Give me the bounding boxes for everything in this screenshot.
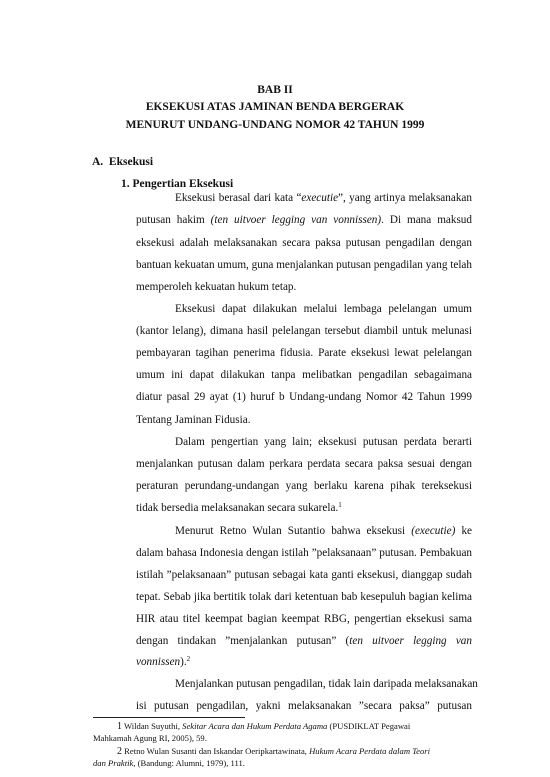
paragraph-4-line-6: dengan tindakan ”menjalankan putusan” (ten uitvoer legging van bbox=[136, 635, 472, 647]
chapter-title-line-1: EKSEKUSI ATAS JAMINAN BENDA BERGERAK bbox=[145, 101, 405, 113]
paragraph-3-line-4: tidak bersedia melaksanakan secara sukarela.$^1$ bbox=[136, 501, 342, 514]
paragraph-5-line-1: Menjalankan putusan pengadilan, tidak lain daripada melaksanakan bbox=[175, 678, 478, 690]
subsection-heading-1: 1. Pengertian Eksekusi bbox=[121, 178, 234, 190]
paragraph-2-line-3: pembayaran tagihan penerima fidusia. Parate eksekusi lewat pelelangan bbox=[136, 347, 472, 359]
chapter-title-line-2: MENURUT UNDANG-UNDANG NOMOR 42 TAHUN 1999 bbox=[125, 119, 425, 131]
paragraph-4-line-2: dalam bahasa Indonesia dengan istilah ”pelaksanaan” putusan. Pembakuan bbox=[136, 547, 472, 559]
paragraph-4-line-7: vonnissen).$^2$ bbox=[136, 655, 191, 668]
paragraph-2-line-1: Eksekusi dapat dilakukan melalui lembaga pelelangan umum bbox=[175, 303, 472, 315]
paragraph-2-line-5: diatur pasal 29 ayat (1) huruf b Undang-undang Nomor 42 Tahun 1999 bbox=[136, 391, 472, 403]
paragraph-2-line-2: (kantor lelang), dimana hasil pelelangan tersebut diambil untuk melunasi bbox=[136, 325, 472, 337]
footnote-1-line-1: 1 Wildan Suyuthi, Sekitar Acara dan Hukum Perdata Agama (PUSDIKLAT Pegawai bbox=[117, 721, 411, 732]
footnote-2-line-1: 2 Retno Wulan Susanti dan Iskandar Oeripkartawinata, Hukum Acara Perdata dalam Teori bbox=[117, 746, 431, 757]
footnote-separator bbox=[93, 717, 245, 718]
paragraph-4-line-5: HIR atau titel keempat bagian keempat RBG, pengertian eksekusi sama bbox=[136, 613, 472, 625]
paragraph-2-line-6: Tentang Jaminan Fidusia. bbox=[136, 414, 251, 426]
section-heading-a: A. Eksekusi bbox=[92, 156, 154, 168]
paragraph-1-line-5: memperoleh kekuatan hukum tetap. bbox=[136, 281, 297, 293]
paragraph-3-line-1: Dalam pengertian yang lain; eksekusi putusan perdata berarti bbox=[175, 436, 472, 448]
paragraph-3-line-3: peraturan perundang-undangan yang berlaku karena pihak tereksekusi bbox=[136, 480, 472, 492]
paragraph-5-line-2: isi putusan pengadilan, yakni melaksanakan ”secara paksa” putusan bbox=[136, 700, 472, 712]
paragraph-2-line-4: umum ini dapat dilakukan tanpa melibatkan pengadilan sebagaimana bbox=[136, 369, 472, 381]
paragraph-4-line-4: tepat. Sebab jika bertitik tolak dari ketentuan bab kesepuluh bagian kelima bbox=[136, 591, 472, 603]
paragraph-1-line-2: putusan hakim (ten uitvoer legging van vonnissen). Di mana maksud bbox=[136, 214, 472, 226]
footnote-2-line-2: dan Praktik, (Bandung: Alumni, 1979), 111. bbox=[93, 758, 245, 768]
footnote-1-line-2: Mahkamah Agung RI, 2005), 59. bbox=[93, 733, 207, 743]
paragraph-4-line-1: Menurut Retno Wulan Sutantio bahwa eksekusi (executie) ke bbox=[175, 525, 472, 537]
paragraph-1-line-1: Eksekusi berasal dari kata “executie”, yang artinya melaksanakan bbox=[175, 192, 472, 204]
paragraph-1-line-3: eksekusi adalah melaksanakan secara paksa putusan pengadilan dengan bbox=[136, 237, 472, 249]
footnote-ref-2: 2 bbox=[186, 655, 191, 663]
paragraph-4-line-3: istilah ”pelaksanaan” putusan sebagai kata ganti eksekusi, dianggap sudah bbox=[136, 569, 472, 581]
paragraph-1-line-4: bantuan kekuatan umum, guna menjalankan putusan pengadilan yang telah bbox=[136, 259, 472, 271]
footnote-ref-1: 1 bbox=[338, 501, 342, 509]
chapter-heading: BAB II bbox=[257, 84, 293, 96]
paragraph-3-line-2: menjalankan putusan dalam perkara perdata secara paksa sesuai dengan bbox=[136, 458, 472, 470]
